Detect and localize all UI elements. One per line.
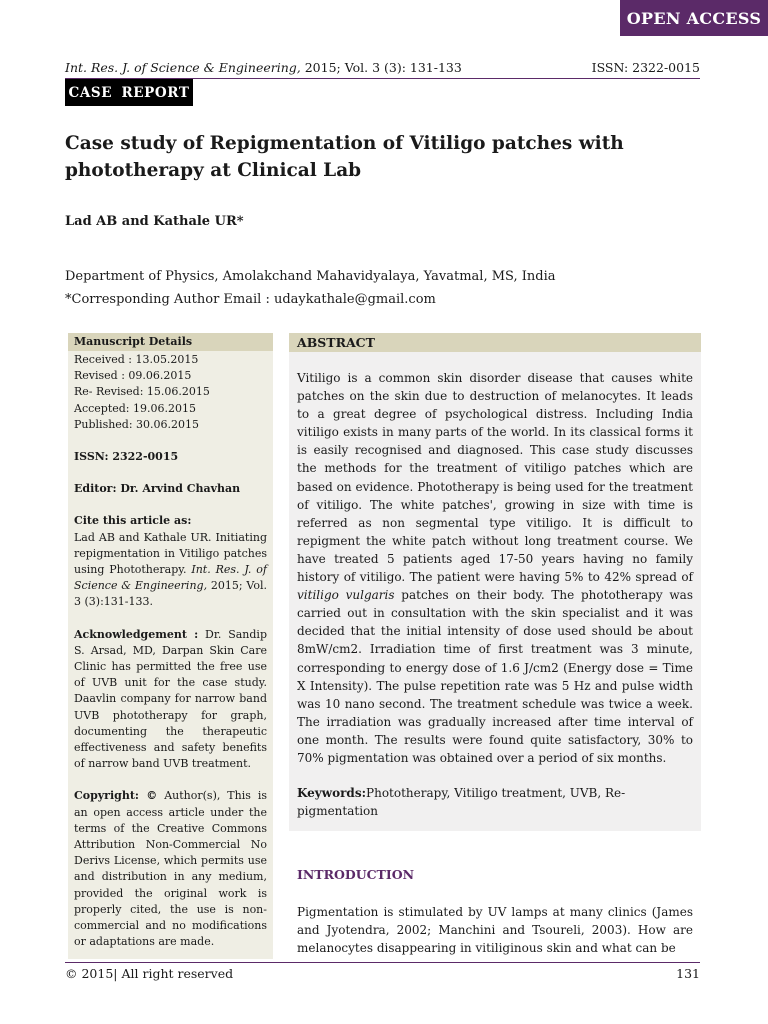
journal-issn: ISSN: 2322-0015 bbox=[591, 60, 700, 75]
cite-text: Lad AB and Kathale UR. Initiating repigmentation in Vitiligo patches using Phototherapy. Int. Res. J. of Science & Engineering, 2015; Vol. 3 (3):131-133. bbox=[74, 530, 267, 609]
manuscript-details-panel bbox=[68, 333, 273, 959]
journal-details: 2015; Vol. 3 (3): 131-133 bbox=[304, 60, 462, 75]
journal-name: Int. Res. J. of Science & Engineering, bbox=[65, 60, 301, 75]
date-accepted: Accepted: 19.06.2015 bbox=[74, 401, 196, 415]
corresponding-author: *Corresponding Author Email : udaykathale@gmail.com bbox=[65, 292, 436, 307]
date-re-revised: Re- Revised: 15.06.2015 bbox=[74, 385, 210, 399]
manuscript-details-heading: Manuscript Details bbox=[68, 333, 273, 351]
abstract-panel bbox=[289, 333, 701, 831]
affiliation: Department of Physics, Amolakchand Mahavidyalaya, Yavatmal, MS, India bbox=[65, 269, 556, 284]
keywords bbox=[289, 767, 701, 820]
editor: Editor: Dr. Arvind Chavhan bbox=[74, 482, 241, 496]
introduction-text: Pigmentation is stimulated by UV lamps at many clinics (James and Jyotendra, 2002; Manchini and Tsoureli, 2003). How are melanocytes disappearing in vitiliginous skin and what can be bbox=[297, 905, 693, 956]
open-access-badge: OPEN ACCESS bbox=[620, 0, 768, 36]
journal-citation bbox=[65, 60, 462, 75]
authors: Lad AB and Kathale UR* bbox=[65, 214, 244, 229]
keywords-label: Keywords: bbox=[297, 786, 367, 801]
introduction-heading: INTRODUCTION bbox=[297, 867, 415, 882]
acknowledgement: Acknowledgement : Dr. Sandip S. Arsad, MD, Darpan Skin Care Clinic has permitted the free use of UVB unit for the case study. Daavlin company for narrow band UVB phototherapy for graph, documenting the therapeutic effectiveness and safety benefits of narrow band UVB treatment. bbox=[74, 627, 267, 771]
article-title: Case study of Repigmentation of Vitiligo patches with phototherapy at Clinical Lab bbox=[65, 133, 624, 181]
article-type-label: CASE REPORT bbox=[65, 79, 193, 106]
date-received: Received : 13.05.2015 bbox=[74, 353, 199, 366]
footer-copyright: © 2015| All right reserved bbox=[65, 966, 234, 981]
date-revised: Revised : 09.06.2015 bbox=[74, 369, 192, 383]
journal-header bbox=[65, 60, 700, 79]
cite-heading: Cite this article as: bbox=[74, 514, 192, 528]
page-footer bbox=[65, 962, 700, 981]
date-published: Published: 30.06.2015 bbox=[74, 417, 200, 431]
abstract-heading: ABSTRACT bbox=[289, 333, 701, 352]
abstract-text: Vitiligo is a common skin disorder disease that causes white patches on the skin due to destruction of melanocytes. It leads to a great degree of psychological distress. Including India vitiligo exists in many parts of the world. In its classical forms it is easily recognised and diagnosed. This case study discusses the methods for the treatment of vitiligo patches which are based on evidence. Phototherapy is being used for the treatment of vitiligo. The white patches', growing in size with time is referred as non segmental type vitiligo. It is difficult to repigment the white patch without long treatment course. We have treated 5 patients aged 17-50 years having no family history of vitiligo. The patient were having 5% to 42% spread of vitiligo vulgaris patches on their body. The phototherapy was carried out in consultation with the skin specialist and it was decided that the initial intensity of dose used should be about 8mW/cm2. Irradiation time of first treatment was 3 minute, corresponding to energy dose of 1.6 J/cm2 (Energy dose = Time X Intensity). The pulse repetition rate was 5 Hz and pulse width was 10 nano second. The treatment schedule was twice a week. The irradiation was gradually increased after time interval of one month. The results were found quite satisfactory, 30% to 70% pigmentation was obtained over a period of six months. bbox=[297, 371, 693, 765]
sidebar-issn: ISSN: 2322-0015 bbox=[74, 450, 179, 464]
keywords-list: Phototherapy, Vitiligo treatment, UVB, Re-pigmentation bbox=[297, 786, 626, 819]
page-number: 131 bbox=[676, 966, 700, 981]
copyright-notice: Copyright: © Author(s), This is an open access article under the terms of the Creative Commons Attribution Non-Commercial No Derivs License, which permits use and distribution in any medium, provided the original work is properly cited, the use is non-commercial and no modifications or adaptations are made. bbox=[74, 789, 267, 949]
